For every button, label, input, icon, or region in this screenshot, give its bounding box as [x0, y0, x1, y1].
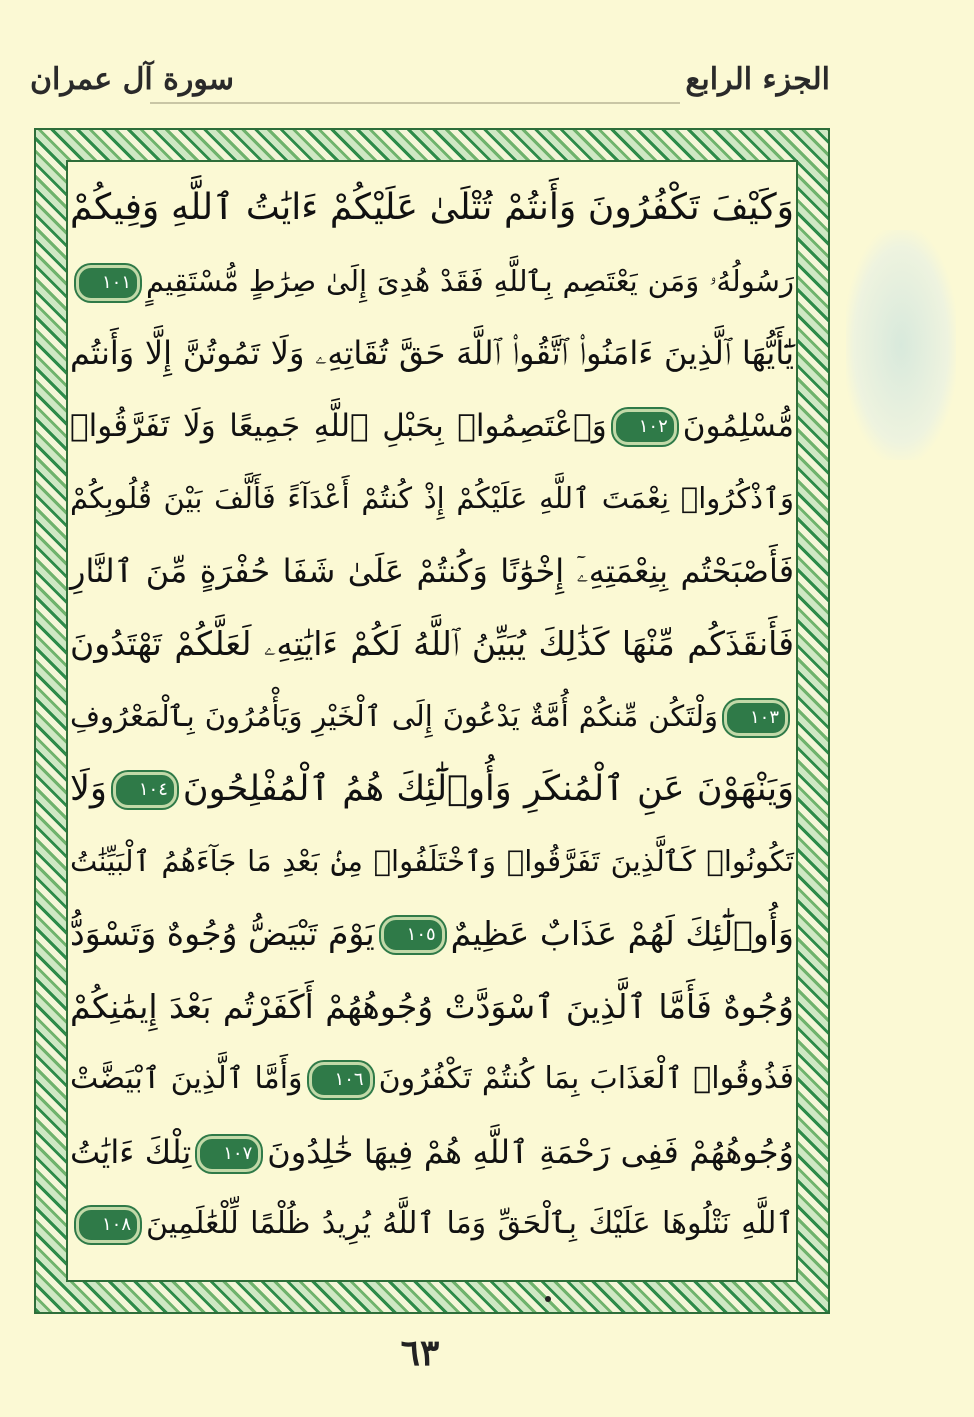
verse-text: وُجُوهٌ فَأَمَّا ٱلَّذِينَ ٱسْوَدَّتْ وُجُوهُهُمْ أَكَفَرْتُم بَعْدَ إِيمَٰنِكُمْ: [70, 986, 794, 1026]
ayah-number-marker: ١٠١: [76, 265, 140, 301]
text-line: [70, 608, 794, 681]
surah-label: سورة آل عمران: [30, 62, 235, 97]
ayah-number-marker: ١٠٧: [197, 1136, 261, 1172]
page-number: ٦٣: [400, 1332, 440, 1374]
verse-text: تَكُونُوا۟ كَٱلَّذِينَ تَفَرَّقُوا۟ وَٱخْتَلَفُوا۟ مِنۢ بَعْدِ مَا جَآءَهُمُ ٱلْبَيِّنَٰتُ: [70, 844, 794, 879]
verse-text: وَلَا: [70, 768, 107, 809]
verse-text: مُّسْلِمُونَ: [682, 407, 794, 444]
text-line: [70, 971, 794, 1044]
verse-text: وَٱعْتَصِمُوا۟ بِحَبْلِ ٱللَّهِ جَمِيعًا وَلَا تَفَرَّقُوا۟: [70, 407, 607, 444]
text-line: [70, 535, 794, 608]
verse-text: فَأَصْبَحْتُم بِنِعْمَتِهِۦٓ إِخْوَٰنًا وَكُنتُمْ عَلَىٰ شَفَا حُفْرَةٍ مِّنَ ٱلنَّارِ: [70, 551, 794, 590]
ayah-number-marker: ١٠٦: [309, 1062, 373, 1098]
ayah-number-marker: ١٠٥: [381, 917, 445, 953]
verse-text: فَذُوقُوا۟ ٱلْعَذَابَ بِمَا كُنتُمْ تَكْفُرُونَ: [378, 1061, 795, 1097]
verse-text: وَلْتَكُن مِّنكُمْ أُمَّةٌ يَدْعُونَ إِلَى ٱلْخَيْرِ وَيَأْمُرُونَ بِٱلْمَعْرُوفِ: [70, 699, 718, 734]
verse-text: رَسُولُهُۥ وَمَن يَعْتَصِم بِٱللَّهِ فَقَدْ هُدِىَ إِلَىٰ صِرَٰطٍ مُّسْتَقِيمٍ: [146, 263, 794, 298]
verse-text: وُجُوهُهُمْ فَفِى رَحْمَةِ ٱللَّهِ هُمْ فِيهَا خَٰلِدُونَ: [267, 1132, 795, 1171]
verse-text: تِلْكَ ءَايَٰتُ: [70, 1132, 192, 1171]
text-line: [70, 898, 794, 971]
verse-text: وَأَمَّا ٱلَّذِينَ ٱبْيَضَّتْ: [70, 1061, 303, 1097]
verse-text: يَٰٓأَيُّهَا ٱلَّذِينَ ءَامَنُوا۟ ٱتَّقُوا۟ ٱللَّهَ حَقَّ تُقَاتِهِۦ وَلَا تَمُوتُنَّ إِلَّا وَأَنتُم: [70, 334, 794, 373]
verse-text: وَكَيْفَ تَكْفُرُونَ وَأَنتُمْ تُتْلَىٰ عَلَيْكُمْ ءَايَٰتُ ٱللَّهِ وَفِيكُمْ: [70, 187, 794, 228]
page-dot: [545, 1296, 551, 1302]
page-header: [30, 58, 830, 108]
quran-text: [70, 172, 794, 1262]
text-line: [70, 317, 794, 390]
text-line: [70, 753, 794, 826]
verse-text: وَأُو۟لَٰٓئِكَ لَهُمْ عَذَابٌ عَظِيمٌ: [450, 913, 794, 953]
ayah-number-marker: ١٠٢: [613, 409, 677, 445]
verse-text: وَيَنْهَوْنَ عَنِ ٱلْمُنكَرِ وَأُو۟لَٰٓئِكَ هُمُ ٱلْمُفْلِحُونَ: [182, 768, 794, 809]
ayah-number-marker: ١٠٤: [113, 772, 177, 808]
ayah-number-marker: ١٠٨: [76, 1207, 140, 1243]
verse-text: ٱللَّهِ نَتْلُوهَا عَلَيْكَ بِٱلْحَقِّ وَمَا ٱللَّهُ يُرِيدُ ظُلْمًا لِّلْعَٰلَمِينَ: [146, 1206, 794, 1242]
text-line: [70, 1116, 794, 1189]
text-line: [70, 1188, 794, 1261]
ayah-number-marker: ١٠٣: [724, 700, 788, 736]
text-line: [70, 1043, 794, 1116]
text-line: [70, 390, 794, 463]
header-divider: [150, 102, 680, 104]
text-line: [70, 825, 794, 898]
text-line: [70, 462, 794, 535]
text-line: [70, 245, 794, 318]
margin-ornament: [846, 230, 956, 460]
verse-text: فَأَنقَذَكُم مِّنْهَا كَذَٰلِكَ يُبَيِّنُ ٱللَّهُ لَكُمْ ءَايَٰتِهِۦ لَعَلَّكُمْ تَهْتَدُونَ: [70, 623, 794, 663]
verse-text: يَوْمَ تَبْيَضُّ وُجُوهٌ وَتَسْوَدُّ: [70, 913, 375, 953]
verse-text: وَٱذْكُرُوا۟ نِعْمَتَ ٱللَّهِ عَلَيْكُمْ إِذْ كُنتُمْ أَعْدَآءً فَأَلَّفَ بَيْنَ قُلُوبِكُمْ: [70, 481, 794, 516]
text-line: [70, 172, 794, 245]
text-line: [70, 680, 794, 753]
juz-label: الجزء الرابع: [685, 62, 830, 97]
